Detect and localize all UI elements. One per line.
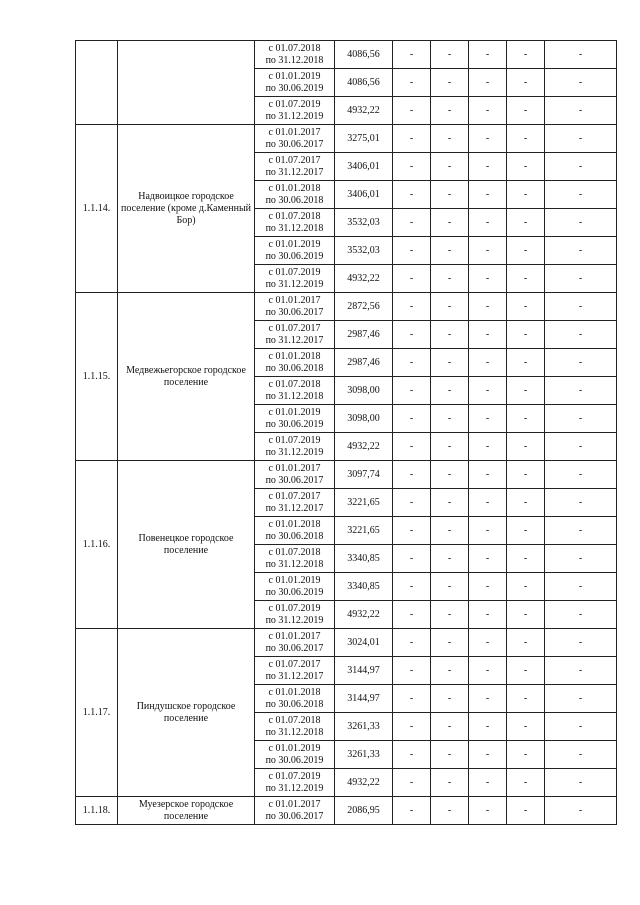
empty-value-cell: - <box>393 405 431 433</box>
empty-value-cell: - <box>469 741 507 769</box>
empty-value-cell: - <box>507 489 545 517</box>
empty-value-cell: - <box>431 97 469 125</box>
empty-value-cell: - <box>545 517 617 545</box>
empty-value-cell: - <box>431 405 469 433</box>
empty-value-cell: - <box>507 125 545 153</box>
tariff-table <box>75 40 617 825</box>
period-end: по 30.06.2018 <box>265 362 324 374</box>
empty-value-cell: - <box>507 657 545 685</box>
period-cell <box>255 769 335 797</box>
empty-value-cell: - <box>469 97 507 125</box>
empty-value-cell: - <box>507 685 545 713</box>
empty-value-cell: - <box>469 433 507 461</box>
period-start: с 01.01.2017 <box>268 294 321 306</box>
period-start: с 01.01.2019 <box>268 574 321 586</box>
period-end: по 31.12.2019 <box>265 110 324 122</box>
empty-value-cell: - <box>545 209 617 237</box>
empty-value-cell: - <box>431 237 469 265</box>
period-end: по 30.06.2019 <box>265 418 324 430</box>
empty-value-cell: - <box>469 517 507 545</box>
empty-value-cell: - <box>545 769 617 797</box>
empty-value-cell: - <box>393 461 431 489</box>
period-end: по 30.06.2017 <box>265 642 324 654</box>
period-cell <box>255 601 335 629</box>
period-end: по 30.06.2018 <box>265 698 324 710</box>
period-start: с 01.01.2017 <box>268 630 321 642</box>
empty-value-cell: - <box>507 769 545 797</box>
tariff-value: 4932,22 <box>335 601 393 629</box>
empty-value-cell: - <box>469 237 507 265</box>
period-end: по 30.06.2017 <box>265 810 324 822</box>
period-end: по 30.06.2018 <box>265 530 324 542</box>
tariff-value: 3406,01 <box>335 181 393 209</box>
period-cell <box>255 125 335 153</box>
empty-value-cell: - <box>545 741 617 769</box>
period-cell <box>255 517 335 545</box>
empty-value-cell: - <box>469 181 507 209</box>
period-cell <box>255 293 335 321</box>
empty-value-cell: - <box>545 41 617 69</box>
tariff-value: 4932,22 <box>335 769 393 797</box>
period-cell <box>255 349 335 377</box>
empty-value-cell: - <box>393 125 431 153</box>
empty-value-cell: - <box>431 573 469 601</box>
empty-value-cell: - <box>545 349 617 377</box>
empty-value-cell: - <box>545 433 617 461</box>
period-cell <box>255 181 335 209</box>
empty-value-cell: - <box>393 517 431 545</box>
empty-value-cell: - <box>469 41 507 69</box>
empty-value-cell: - <box>393 349 431 377</box>
empty-value-cell: - <box>545 97 617 125</box>
settlement-name: Медвежьегорское городское поселение <box>118 293 255 461</box>
period-end: по 31.12.2019 <box>265 782 324 794</box>
settlement-code: 1.1.17. <box>76 629 118 797</box>
empty-value-cell: - <box>431 601 469 629</box>
empty-value-cell: - <box>431 321 469 349</box>
period-end: по 30.06.2018 <box>265 194 324 206</box>
period-cell <box>255 405 335 433</box>
period-end: по 31.12.2019 <box>265 614 324 626</box>
empty-value-cell: - <box>393 153 431 181</box>
empty-value-cell: - <box>507 713 545 741</box>
empty-value-cell: - <box>469 209 507 237</box>
empty-value-cell: - <box>507 237 545 265</box>
empty-value-cell: - <box>545 685 617 713</box>
empty-value-cell: - <box>507 265 545 293</box>
empty-value-cell: - <box>507 629 545 657</box>
period-start: с 01.07.2017 <box>268 154 321 166</box>
empty-value-cell: - <box>393 601 431 629</box>
empty-value-cell: - <box>507 41 545 69</box>
settlement-name: Муезерское городское поселение <box>118 797 255 825</box>
empty-value-cell: - <box>469 713 507 741</box>
empty-value-cell: - <box>393 69 431 97</box>
settlement-code: 1.1.15. <box>76 293 118 461</box>
period-start: с 01.07.2017 <box>268 490 321 502</box>
empty-value-cell: - <box>469 349 507 377</box>
empty-value-cell: - <box>469 461 507 489</box>
period-end: по 31.12.2017 <box>265 502 324 514</box>
period-cell <box>255 209 335 237</box>
empty-value-cell: - <box>431 209 469 237</box>
empty-value-cell: - <box>469 293 507 321</box>
empty-value-cell: - <box>431 349 469 377</box>
period-cell <box>255 657 335 685</box>
empty-value-cell: - <box>469 377 507 405</box>
tariff-value: 3098,00 <box>335 377 393 405</box>
settlement-name: Пиндушское городское поселение <box>118 629 255 797</box>
empty-value-cell: - <box>393 293 431 321</box>
empty-value-cell: - <box>507 741 545 769</box>
empty-value-cell: - <box>545 601 617 629</box>
period-end: по 31.12.2018 <box>265 222 324 234</box>
period-start: с 01.01.2019 <box>268 238 321 250</box>
empty-value-cell: - <box>507 181 545 209</box>
period-start: с 01.01.2018 <box>268 518 321 530</box>
empty-value-cell: - <box>393 797 431 825</box>
period-start: с 01.01.2019 <box>268 406 321 418</box>
table-row <box>76 461 617 489</box>
period-cell <box>255 573 335 601</box>
period-start: с 01.07.2018 <box>268 714 321 726</box>
tariff-value: 3261,33 <box>335 741 393 769</box>
period-cell <box>255 41 335 69</box>
empty-value-cell: - <box>431 377 469 405</box>
empty-value-cell: - <box>507 153 545 181</box>
period-end: по 31.12.2018 <box>265 558 324 570</box>
table-row <box>76 293 617 321</box>
period-end: по 30.06.2019 <box>265 250 324 262</box>
empty-value-cell: - <box>469 657 507 685</box>
period-end: по 30.06.2017 <box>265 474 324 486</box>
empty-value-cell: - <box>545 265 617 293</box>
empty-value-cell: - <box>545 629 617 657</box>
empty-value-cell: - <box>393 685 431 713</box>
empty-value-cell: - <box>393 209 431 237</box>
empty-value-cell: - <box>431 153 469 181</box>
empty-value-cell: - <box>507 209 545 237</box>
empty-value-cell: - <box>431 461 469 489</box>
empty-value-cell: - <box>469 321 507 349</box>
empty-value-cell: - <box>507 377 545 405</box>
empty-value-cell: - <box>469 125 507 153</box>
empty-value-cell: - <box>545 657 617 685</box>
empty-value-cell: - <box>393 265 431 293</box>
tariff-value: 3098,00 <box>335 405 393 433</box>
period-cell <box>255 797 335 825</box>
period-start: с 01.01.2018 <box>268 350 321 362</box>
tariff-value: 3340,85 <box>335 573 393 601</box>
period-start: с 01.07.2019 <box>268 602 321 614</box>
empty-value-cell: - <box>431 713 469 741</box>
tariff-value: 2872,56 <box>335 293 393 321</box>
empty-value-cell: - <box>469 601 507 629</box>
empty-value-cell: - <box>545 153 617 181</box>
period-start: с 01.07.2018 <box>268 210 321 222</box>
period-cell <box>255 741 335 769</box>
empty-value-cell: - <box>431 629 469 657</box>
empty-value-cell: - <box>393 377 431 405</box>
empty-value-cell: - <box>469 685 507 713</box>
settlement-code: 1.1.18. <box>76 797 118 825</box>
table-row <box>76 797 617 825</box>
empty-value-cell: - <box>431 293 469 321</box>
period-cell <box>255 713 335 741</box>
period-end: по 31.12.2017 <box>265 166 324 178</box>
settlement-name <box>118 41 255 125</box>
period-end: по 30.06.2019 <box>265 754 324 766</box>
period-start: с 01.01.2018 <box>268 686 321 698</box>
empty-value-cell: - <box>393 573 431 601</box>
period-end: по 30.06.2017 <box>265 306 324 318</box>
empty-value-cell: - <box>545 545 617 573</box>
period-start: с 01.07.2018 <box>268 378 321 390</box>
empty-value-cell: - <box>545 713 617 741</box>
empty-value-cell: - <box>393 433 431 461</box>
settlement-name: Повенецкое городское поселение <box>118 461 255 629</box>
empty-value-cell: - <box>431 517 469 545</box>
period-start: с 01.01.2017 <box>268 462 321 474</box>
table-row <box>76 125 617 153</box>
tariff-table-body <box>76 41 617 825</box>
empty-value-cell: - <box>507 433 545 461</box>
empty-value-cell: - <box>469 545 507 573</box>
tariff-value: 3406,01 <box>335 153 393 181</box>
empty-value-cell: - <box>469 489 507 517</box>
tariff-value: 4932,22 <box>335 265 393 293</box>
period-start: с 01.01.2018 <box>268 182 321 194</box>
tariff-value: 3024,01 <box>335 629 393 657</box>
empty-value-cell: - <box>431 489 469 517</box>
period-end: по 30.06.2017 <box>265 138 324 150</box>
period-end: по 31.12.2017 <box>265 334 324 346</box>
settlement-code: 1.1.14. <box>76 125 118 293</box>
tariff-value: 3261,33 <box>335 713 393 741</box>
empty-value-cell: - <box>507 545 545 573</box>
empty-value-cell: - <box>431 433 469 461</box>
period-cell <box>255 237 335 265</box>
empty-value-cell: - <box>431 69 469 97</box>
empty-value-cell: - <box>431 797 469 825</box>
tariff-value: 3221,65 <box>335 517 393 545</box>
empty-value-cell: - <box>431 265 469 293</box>
empty-value-cell: - <box>545 573 617 601</box>
period-cell <box>255 629 335 657</box>
empty-value-cell: - <box>469 769 507 797</box>
empty-value-cell: - <box>469 573 507 601</box>
period-start: с 01.07.2019 <box>268 266 321 278</box>
empty-value-cell: - <box>469 797 507 825</box>
period-end: по 31.12.2018 <box>265 390 324 402</box>
empty-value-cell: - <box>393 41 431 69</box>
tariff-value: 4086,56 <box>335 41 393 69</box>
empty-value-cell: - <box>545 461 617 489</box>
empty-value-cell: - <box>507 349 545 377</box>
empty-value-cell: - <box>507 405 545 433</box>
period-end: по 31.12.2019 <box>265 278 324 290</box>
tariff-value: 3532,03 <box>335 209 393 237</box>
empty-value-cell: - <box>431 769 469 797</box>
tariff-value: 2987,46 <box>335 349 393 377</box>
empty-value-cell: - <box>393 713 431 741</box>
empty-value-cell: - <box>393 545 431 573</box>
empty-value-cell: - <box>393 489 431 517</box>
period-start: с 01.01.2019 <box>268 70 321 82</box>
period-end: по 31.12.2018 <box>265 54 324 66</box>
period-cell <box>255 489 335 517</box>
empty-value-cell: - <box>545 293 617 321</box>
period-start: с 01.01.2017 <box>268 798 321 810</box>
table-row <box>76 41 617 69</box>
empty-value-cell: - <box>507 601 545 629</box>
tariff-value: 3340,85 <box>335 545 393 573</box>
period-start: с 01.01.2017 <box>268 126 321 138</box>
empty-value-cell: - <box>431 657 469 685</box>
tariff-value: 4932,22 <box>335 97 393 125</box>
empty-value-cell: - <box>507 97 545 125</box>
tariff-value: 3144,97 <box>335 657 393 685</box>
table-row <box>76 629 617 657</box>
tariff-value: 3221,65 <box>335 489 393 517</box>
tariff-value: 4086,56 <box>335 69 393 97</box>
empty-value-cell: - <box>393 657 431 685</box>
empty-value-cell: - <box>431 41 469 69</box>
settlement-code <box>76 41 118 125</box>
empty-value-cell: - <box>469 69 507 97</box>
period-cell <box>255 377 335 405</box>
period-cell <box>255 265 335 293</box>
empty-value-cell: - <box>393 321 431 349</box>
period-start: с 01.07.2018 <box>268 42 321 54</box>
empty-value-cell: - <box>545 377 617 405</box>
empty-value-cell: - <box>469 153 507 181</box>
empty-value-cell: - <box>507 797 545 825</box>
empty-value-cell: - <box>507 321 545 349</box>
tariff-value: 2086,95 <box>335 797 393 825</box>
empty-value-cell: - <box>545 797 617 825</box>
period-cell <box>255 69 335 97</box>
empty-value-cell: - <box>507 293 545 321</box>
empty-value-cell: - <box>431 685 469 713</box>
period-start: с 01.07.2017 <box>268 322 321 334</box>
empty-value-cell: - <box>469 265 507 293</box>
empty-value-cell: - <box>431 125 469 153</box>
empty-value-cell: - <box>545 181 617 209</box>
tariff-value: 4932,22 <box>335 433 393 461</box>
period-end: по 31.12.2018 <box>265 726 324 738</box>
empty-value-cell: - <box>393 629 431 657</box>
empty-value-cell: - <box>507 461 545 489</box>
period-start: с 01.07.2019 <box>268 98 321 110</box>
period-cell <box>255 545 335 573</box>
period-start: с 01.01.2019 <box>268 742 321 754</box>
empty-value-cell: - <box>431 741 469 769</box>
empty-value-cell: - <box>393 181 431 209</box>
empty-value-cell: - <box>393 769 431 797</box>
period-start: с 01.07.2019 <box>268 770 321 782</box>
period-end: по 30.06.2019 <box>265 82 324 94</box>
tariff-value: 3532,03 <box>335 237 393 265</box>
empty-value-cell: - <box>545 125 617 153</box>
period-cell <box>255 321 335 349</box>
tariff-value: 2987,46 <box>335 321 393 349</box>
tariff-value: 3275,01 <box>335 125 393 153</box>
period-start: с 01.07.2017 <box>268 658 321 670</box>
period-start: с 01.07.2019 <box>268 434 321 446</box>
settlement-code: 1.1.16. <box>76 461 118 629</box>
period-cell <box>255 461 335 489</box>
empty-value-cell: - <box>507 69 545 97</box>
tariff-value: 3097,74 <box>335 461 393 489</box>
empty-value-cell: - <box>507 573 545 601</box>
empty-value-cell: - <box>469 629 507 657</box>
empty-value-cell: - <box>431 181 469 209</box>
settlement-name: Надвоицкое городское поселение (кроме д.Каменный Бор) <box>118 125 255 293</box>
empty-value-cell: - <box>545 321 617 349</box>
empty-value-cell: - <box>469 405 507 433</box>
empty-value-cell: - <box>545 237 617 265</box>
period-cell <box>255 685 335 713</box>
period-cell <box>255 97 335 125</box>
tariff-value: 3144,97 <box>335 685 393 713</box>
period-end: по 31.12.2019 <box>265 446 324 458</box>
period-end: по 30.06.2019 <box>265 586 324 598</box>
empty-value-cell: - <box>393 237 431 265</box>
period-end: по 31.12.2017 <box>265 670 324 682</box>
period-cell <box>255 153 335 181</box>
period-start: с 01.07.2018 <box>268 546 321 558</box>
empty-value-cell: - <box>507 517 545 545</box>
empty-value-cell: - <box>393 741 431 769</box>
empty-value-cell: - <box>545 489 617 517</box>
period-cell <box>255 433 335 461</box>
empty-value-cell: - <box>393 97 431 125</box>
empty-value-cell: - <box>431 545 469 573</box>
empty-value-cell: - <box>545 69 617 97</box>
empty-value-cell: - <box>545 405 617 433</box>
